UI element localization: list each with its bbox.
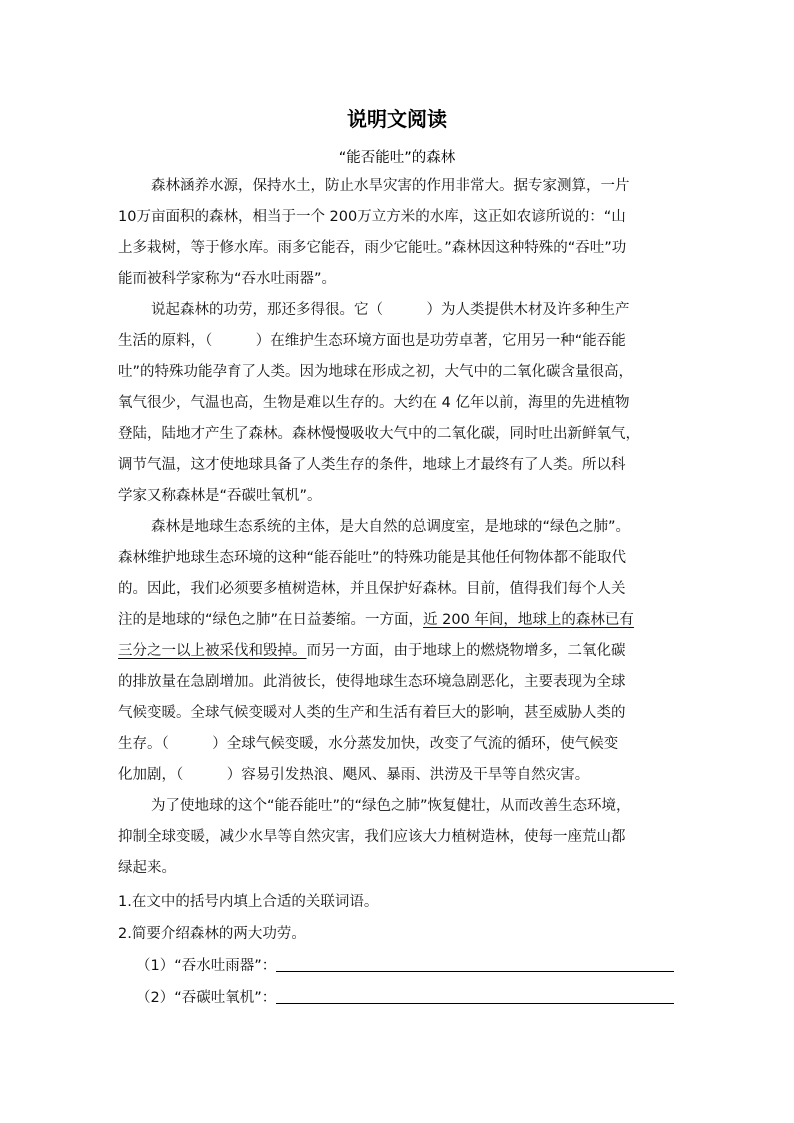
paragraph-3-line-4-text: 注的是地球的“绿色之肺”在日益萎缩。一方面， — [118, 612, 424, 628]
paragraph-3-line-7: 气候变暖。全球气候变暖对人类的生产和生活有着巨大的影响，甚至威胁人类的 — [118, 705, 626, 721]
paragraph-3-line-5-text: 而另一方面，由于地球上的燃烧物增多，二氧化碳 — [306, 643, 626, 659]
question-2: 2.简要介绍森林的两大功劳。 — [118, 926, 306, 942]
answer-line-2[interactable] — [276, 1003, 674, 1004]
passage-subtitle: “能否能吐”的森林 — [338, 150, 456, 166]
paragraph-4-line-3: 绿起来。 — [118, 860, 176, 876]
underlined-sentence-part-1: 近 200 年间，地球上的森林已有 — [423, 612, 634, 628]
paragraph-2-line-2: 生活的原料，（ ）在维护生态环境方面也是功劳卓著，它用另一种“能吞能 — [118, 333, 626, 349]
answer-line-1[interactable] — [276, 971, 674, 972]
paragraph-2-line-3: 吐”的特殊功能孕育了人类。因为地球在形成之初，大气中的二氧化碳含量很高， — [118, 364, 634, 380]
paragraph-2-line-7: 学家又称森林是“吞碳吐氧机”。 — [118, 488, 322, 504]
paragraph-3-line-6: 的排放量在急剧增加。此消彼长，使得地球生态环境急剧恶化，主要表现为全球 — [118, 674, 626, 690]
paragraph-4-line-1: 为了使地球的这个“能吞能吐”的“绿色之肺”恢复健壮，从而改善生态环境， — [151, 798, 631, 814]
paragraph-4-line-2: 抑制全球变暖，减少水旱等自然灾害，我们应该大力植树造林，使每一座荒山都 — [118, 829, 626, 845]
paragraph-2-line-4: 氧气很少，气温也高，生物是难以生存的。大约在 4 亿年以前，海里的先进植物 — [118, 395, 630, 411]
paragraph-3-line-3: 的。因此，我们必须要多植树造林，并且保护好森林。目前，值得我们每个人关 — [118, 581, 626, 597]
paragraph-2-line-6: 调节气温，这才使地球具备了人类生存的条件，地球上才最终有了人类。所以科 — [118, 457, 626, 473]
underlined-sentence-part-2: 三分之一以上被采伐和毁掉。 — [118, 643, 307, 659]
paragraph-1-line-2: 10万亩面积的森林，相当于一个 200万立方米的水库，这正如农谚所说的：“山 — [118, 209, 626, 225]
paragraph-2-line-1: 说起森林的功劳，那还多得很。它（ ）为人类提供木材及许多种生产 — [151, 302, 630, 318]
paragraph-3-line-8: 生存。（ ）全球气候变暖，水分蒸发加快，改变了气流的循环，使气候变 — [118, 736, 619, 752]
paragraph-3-line-5 — [118, 640, 626, 662]
paragraph-1-line-4: 能而被科学家称为“吞水吐雨器”。 — [118, 271, 337, 287]
document-title: 说明文阅读 — [347, 107, 447, 131]
paragraph-3-line-9: 化加剧，（ ）容易引发热浪、飓风、暴雨、洪涝及干旱等自然灾害。 — [118, 767, 590, 783]
paragraph-3-line-4 — [118, 609, 634, 631]
paragraph-2-line-5: 登陆，陆地才产生了森林。森林慢慢吸收大气中的二氧化碳，同时吐出新鲜氧气， — [118, 426, 640, 442]
question-2-part-1-label: （1）“吞水吐雨器”： — [136, 958, 277, 974]
question-1: 1.在文中的括号内填上合适的关联词语。 — [118, 894, 379, 910]
paragraph-3-line-1: 森林是地球生态系统的主体，是大自然的总调度室，是地球的“绿色之肺”。 — [151, 519, 631, 535]
paragraph-3-line-2: 森林维护地球生态环境的这种“能吞能吐”的特殊功能是其他任何物体都不能取代 — [118, 550, 627, 566]
paragraph-1-line-3: 上多栽树，等于修水库。雨多它能吞，雨少它能吐。”森林因这种特殊的“吞吐”功 — [118, 240, 627, 256]
paragraph-1-line-1: 森林涵养水源，保持水土，防止水旱灾害的作用非常大。据专家测算，一片 — [151, 178, 630, 194]
question-2-part-2-label: （2）“吞碳吐氧机”： — [136, 990, 277, 1006]
